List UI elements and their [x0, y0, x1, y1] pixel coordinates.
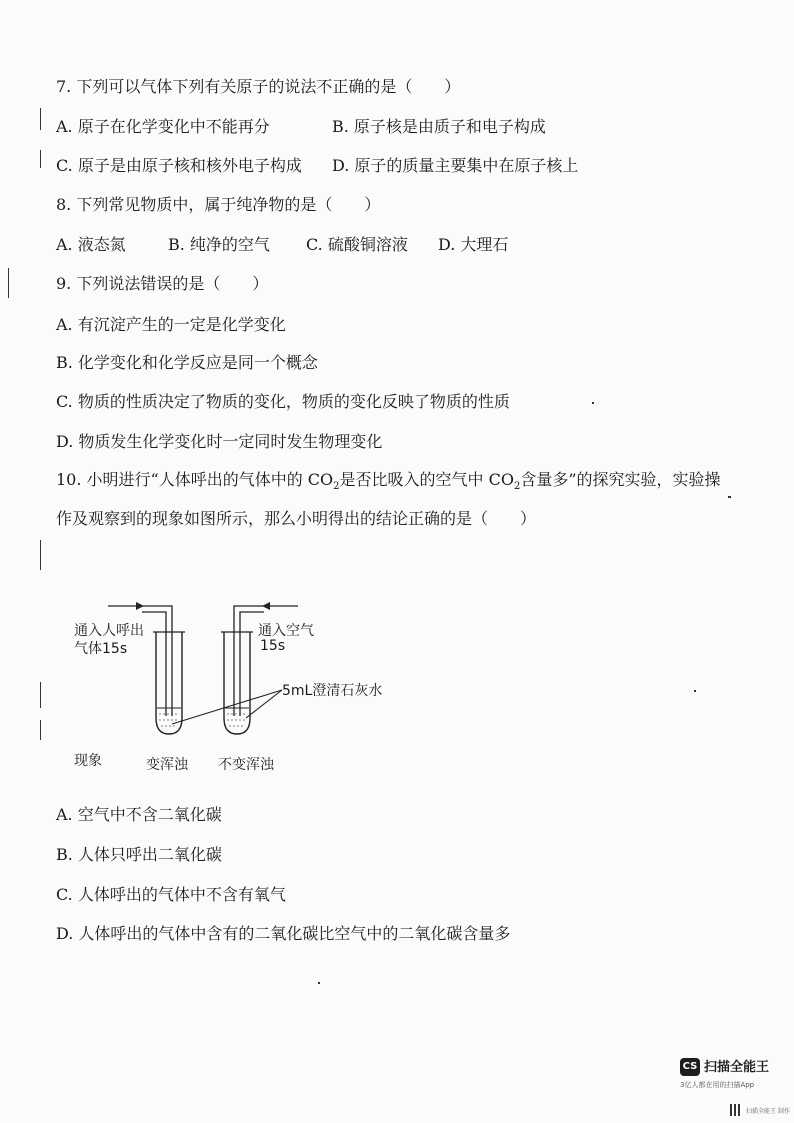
- qr-code-icon: [730, 1104, 742, 1116]
- q9-option-c: C. 物质的性质决定了物质的变化，物质的变化反映了物质的性质: [56, 392, 510, 411]
- q10-stem-line2: 作及观察到的现象如图所示，那么小明得出的结论正确的是（ ）: [56, 509, 537, 528]
- q10-option-b: B. 人体只呼出二氧化碳: [56, 845, 222, 864]
- q9-option-d: D. 物质发生化学变化时一定同时发生物理变化: [56, 432, 383, 451]
- q7-stem: 7. 下列可以气体下列有关原子的说法不正确的是（ ）: [56, 77, 461, 96]
- left-input-label-1: 通入人呼出: [74, 623, 144, 639]
- scan-mark: [8, 268, 9, 298]
- scan-mark: [40, 108, 41, 130]
- q10-stem-line1: [56, 467, 721, 492]
- camscanner-logo-icon: CS: [680, 1058, 700, 1076]
- right-input-label-1: 通入空气: [258, 623, 314, 639]
- scan-mark: [40, 150, 41, 168]
- q10-option-a: A. 空气中不含二氧化碳: [56, 805, 222, 824]
- right-result-label: 不变浑浊: [218, 757, 274, 773]
- q8-option-c: C. 硫酸铜溶液: [306, 235, 408, 254]
- scan-dot: [728, 496, 731, 498]
- observation-label: 现象: [74, 753, 102, 769]
- q9-option-b: B. 化学变化和化学反应是同一个概念: [56, 353, 318, 372]
- q10-stem-sub1: 2: [333, 481, 340, 493]
- q8-option-b: B. 纯净的空气: [168, 235, 270, 254]
- q9-option-a: A. 有沉淀产生的一定是化学变化: [56, 315, 286, 334]
- watermark-subtitle: 3亿人都在用的扫描App: [680, 1081, 755, 1089]
- left-result-label: 变浑浊: [146, 757, 188, 773]
- q9-stem: 9. 下列说法错误的是（ ）: [56, 274, 269, 293]
- q10-option-c: C. 人体呼出的气体中不含有氧气: [56, 885, 286, 904]
- limewater-label: 5mL澄清石灰水: [282, 683, 383, 699]
- q8-stem: 8. 下列常见物质中，属于纯净物的是（ ）: [56, 195, 381, 214]
- scanner-watermark: [680, 1056, 790, 1116]
- scan-mark: [40, 540, 41, 570]
- q7-option-b: B. 原子核是由质子和电子构成: [332, 117, 546, 136]
- q8-option-d: D. 大理石: [438, 235, 509, 254]
- q7-option-d: D. 原子的质量主要集中在原子核上: [332, 156, 579, 175]
- q10-stem-part3: 含量多”的探究实验，实验操: [520, 470, 721, 489]
- q8-option-a: A. 液态氮: [56, 235, 126, 254]
- scan-mark: [40, 720, 41, 740]
- left-input-label-2: 气体15s: [74, 641, 128, 657]
- right-input-label-2: 15s: [260, 638, 286, 654]
- scan-dot: [694, 690, 696, 692]
- scan-dot: [318, 982, 320, 984]
- scan-dot: [592, 402, 594, 404]
- q10-option-d: D. 人体呼出的气体中含有的二氧化碳比空气中的二氧化碳含量多: [56, 924, 511, 943]
- experiment-figure: [60, 592, 400, 782]
- q10-stem-sub2: 2: [514, 481, 521, 493]
- watermark-title: 扫描全能王: [704, 1060, 770, 1075]
- q10-stem-part2: 是否比吸入的空气中 CO: [339, 470, 514, 489]
- q7-option-a: A. 原子在化学变化中不能再分: [56, 117, 270, 136]
- watermark-tiny-text: 扫描全能王 制作: [746, 1108, 790, 1115]
- q10-stem-part1: 10. 小明进行“人体呼出的气体中的 CO: [56, 470, 334, 489]
- q7-option-c: C. 原子是由原子核和核外电子构成: [56, 156, 302, 175]
- scan-mark: [40, 682, 41, 708]
